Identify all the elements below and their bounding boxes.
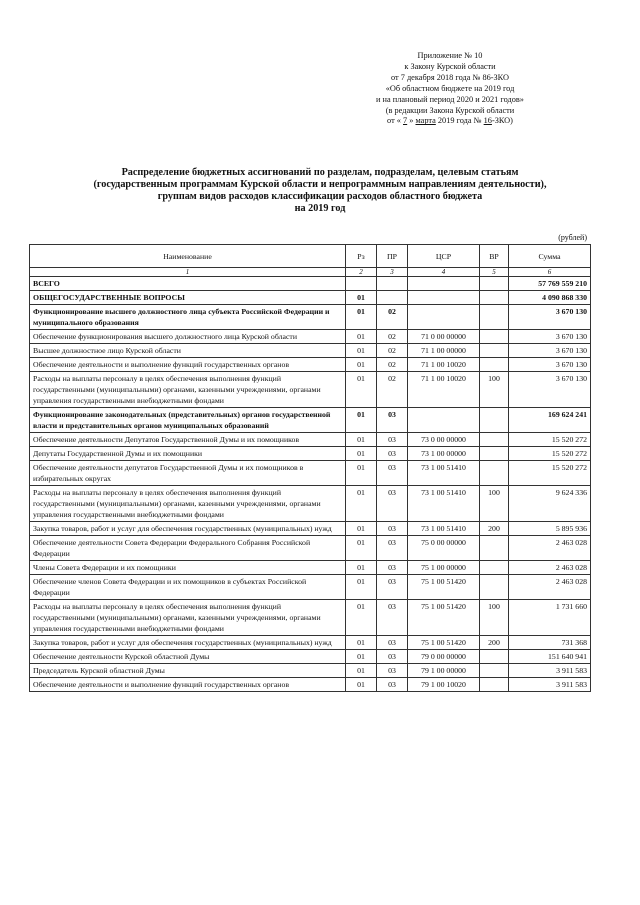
pr-cell: 02: [377, 330, 408, 344]
pr-cell: 03: [377, 575, 408, 600]
table-row: [30, 600, 591, 636]
table-row: [30, 291, 591, 305]
pr-cell: 03: [377, 600, 408, 636]
table-row: [30, 678, 591, 692]
table-row: [30, 344, 591, 358]
sum-cell: 3 670 130: [509, 330, 591, 344]
column-number-row: [30, 268, 591, 277]
csr-cell: 79 0 00 00000: [408, 650, 480, 664]
name-cell: Расходы на выплаты персоналу в целях обеспечения выполнения функций государственными (муниципальными) органами, казенными учреждениями, органами управления государственными внебюджетными фондами: [30, 486, 346, 522]
vr-cell: [480, 291, 509, 305]
col-number: 5: [480, 268, 509, 277]
csr-cell: 79 1 00 00000: [408, 664, 480, 678]
table-row: [30, 522, 591, 536]
rz-cell: 01: [346, 461, 377, 486]
rz-cell: 01: [346, 636, 377, 650]
vr-cell: [480, 408, 509, 433]
document-title: [30, 167, 610, 215]
pr-cell: 03: [377, 522, 408, 536]
appendix-line: Приложение № 10: [417, 51, 483, 60]
pr-cell: 02: [377, 305, 408, 330]
table-row: [30, 536, 591, 561]
vr-cell: [480, 433, 509, 447]
amendment-prefix: от «: [387, 116, 401, 126]
csr-cell: 71 0 00 00000: [408, 330, 480, 344]
table-row: [30, 305, 591, 330]
header-name: Наименование: [30, 245, 346, 268]
appendix-header: [330, 51, 570, 127]
name-cell: Расходы на выплаты персоналу в целях обеспечения выполнения функций государственными (муниципальными) органами, казенными учреждениями, органами управления государственными внебюджетными фондами: [30, 372, 346, 408]
vr-cell: [480, 536, 509, 561]
table-row: [30, 277, 591, 291]
sum-cell: 3 670 130: [509, 305, 591, 330]
name-cell: Обеспечение функционирования высшего должностного лица Курской области: [30, 330, 346, 344]
pr-cell: 03: [377, 461, 408, 486]
pr-cell: 03: [377, 408, 408, 433]
pr-cell: 03: [377, 536, 408, 561]
sum-cell: 9 624 336: [509, 486, 591, 522]
amendment-mid1: »: [409, 116, 414, 126]
name-cell: Депутаты Государственной Думы и их помощники: [30, 447, 346, 461]
csr-cell: [408, 277, 480, 291]
header-row: [30, 245, 591, 268]
amendment-number: 16: [483, 116, 492, 126]
rz-cell: 01: [346, 408, 377, 433]
header-csr: ЦСР: [408, 245, 480, 268]
name-cell: Обеспечение деятельности депутатов Государственной Думы и их помощников в избирательных округах: [30, 461, 346, 486]
csr-cell: 75 0 00 00000: [408, 536, 480, 561]
rz-cell: 01: [346, 305, 377, 330]
sum-cell: 15 520 272: [509, 447, 591, 461]
sum-cell: 2 463 028: [509, 575, 591, 600]
csr-cell: [408, 291, 480, 305]
vr-cell: [480, 575, 509, 600]
csr-cell: 75 1 00 00000: [408, 561, 480, 575]
rz-cell: [346, 277, 377, 291]
csr-cell: [408, 408, 480, 433]
sum-cell: 1 731 660: [509, 600, 591, 636]
appendix-amendment-line: [330, 116, 570, 127]
sum-cell: 57 769 559 210: [509, 277, 591, 291]
vr-cell: [480, 650, 509, 664]
vr-cell: [480, 678, 509, 692]
rz-cell: 01: [346, 344, 377, 358]
csr-cell: 73 1 00 51410: [408, 522, 480, 536]
vr-cell: [480, 358, 509, 372]
csr-cell: 75 1 00 51420: [408, 600, 480, 636]
name-cell: Обеспечение деятельности и выполнение функций государственных органов: [30, 358, 346, 372]
title-line: (государственным программам Курской области и непрограммным направлениям деятельности),: [93, 179, 547, 190]
csr-cell: 75 1 00 51420: [408, 636, 480, 650]
rz-cell: 01: [346, 330, 377, 344]
pr-cell: 03: [377, 664, 408, 678]
pr-cell: 03: [377, 678, 408, 692]
csr-cell: 71 1 00 10020: [408, 372, 480, 408]
title-line: группам видов расходов классификации расходов областного бюджета: [157, 191, 483, 202]
name-cell: Высшее должностное лицо Курской области: [30, 344, 346, 358]
pr-cell: 03: [377, 650, 408, 664]
rz-cell: 01: [346, 536, 377, 561]
vr-cell: [480, 330, 509, 344]
csr-cell: 71 1 00 00000: [408, 344, 480, 358]
csr-cell: 79 1 00 10020: [408, 678, 480, 692]
sum-cell: 5 895 936: [509, 522, 591, 536]
vr-cell: 100: [480, 600, 509, 636]
col-number: 4: [408, 268, 480, 277]
appendix-line: «Об областном бюджете на 2019 год: [385, 83, 515, 93]
rz-cell: 01: [346, 486, 377, 522]
sum-cell: 3 670 130: [509, 358, 591, 372]
table-row: [30, 486, 591, 522]
appendix-line: от 7 декабря 2018 года № 86-ЗКО: [391, 72, 509, 82]
sum-cell: 2 463 028: [509, 561, 591, 575]
name-cell: ВСЕГО: [30, 277, 346, 291]
name-cell: Председатель Курской областной Думы: [30, 664, 346, 678]
vr-cell: [480, 344, 509, 358]
amendment-day: 7: [403, 116, 408, 126]
rz-cell: 01: [346, 522, 377, 536]
name-cell: Функционирование законодательных (представительных) органов государственной власти и представительных органов муниципальных образований: [30, 408, 346, 433]
sum-cell: 151 640 941: [509, 650, 591, 664]
sum-cell: 4 090 868 330: [509, 291, 591, 305]
sum-cell: 15 520 272: [509, 461, 591, 486]
name-cell: Обеспечение деятельности Депутатов Государственной Думы и их помощников: [30, 433, 346, 447]
rz-cell: 01: [346, 600, 377, 636]
table-row: [30, 372, 591, 408]
vr-cell: [480, 561, 509, 575]
name-cell: Расходы на выплаты персоналу в целях обеспечения выполнения функций государственными (муниципальными) органами, казенными учреждениями, органами управления государственными внебюджетными фондами: [30, 600, 346, 636]
table-row: [30, 461, 591, 486]
table-row: [30, 330, 591, 344]
csr-cell: 73 0 00 00000: [408, 433, 480, 447]
vr-cell: [480, 461, 509, 486]
pr-cell: 03: [377, 636, 408, 650]
sum-cell: 15 520 272: [509, 433, 591, 447]
rz-cell: 01: [346, 291, 377, 305]
name-cell: Обеспечение деятельности Курской областной Думы: [30, 650, 346, 664]
appendix-line: и на плановый период 2020 и 2021 годов»: [376, 94, 524, 104]
header-pr: ПР: [377, 245, 408, 268]
rz-cell: 01: [346, 433, 377, 447]
rz-cell: 01: [346, 664, 377, 678]
table-row: [30, 358, 591, 372]
amendment-month: марта: [415, 116, 436, 126]
name-cell: Закупка товаров, работ и услуг для обеспечения государственных (муниципальных) нужд: [30, 522, 346, 536]
budget-table: [29, 244, 591, 692]
sum-cell: 3 911 583: [509, 664, 591, 678]
csr-cell: [408, 305, 480, 330]
vr-cell: [480, 277, 509, 291]
table-row: [30, 636, 591, 650]
col-number: 6: [509, 268, 591, 277]
table-row: [30, 575, 591, 600]
table-row: [30, 664, 591, 678]
header-sum: Сумма: [509, 245, 591, 268]
appendix-line: к Закону Курской области: [404, 61, 496, 71]
table-row: [30, 408, 591, 433]
title-line: на 2019 год: [294, 203, 346, 214]
col-number: 3: [377, 268, 408, 277]
pr-cell: 02: [377, 358, 408, 372]
vr-cell: [480, 305, 509, 330]
csr-cell: 71 1 00 10020: [408, 358, 480, 372]
name-cell: Обеспечение членов Совета Федерации и их помощников в субъектах Российской Федерации: [30, 575, 346, 600]
title-line: Распределение бюджетных ассигнований по разделам, подразделам, целевым статьям: [121, 167, 519, 178]
appendix-line: (в редакции Закона Курской области: [385, 105, 515, 115]
col-number: 2: [346, 268, 377, 277]
pr-cell: [377, 291, 408, 305]
sum-cell: 3 670 130: [509, 344, 591, 358]
vr-cell: 100: [480, 372, 509, 408]
csr-cell: 73 1 00 51410: [408, 486, 480, 522]
vr-cell: 200: [480, 636, 509, 650]
name-cell: Обеспечение деятельности и выполнение функций государственных органов: [30, 678, 346, 692]
csr-cell: 75 1 00 51420: [408, 575, 480, 600]
name-cell: Обеспечение деятельности Совета Федерации Федерального Собрания Российской Федерации: [30, 536, 346, 561]
name-cell: ОБЩЕГОСУДАРСТВЕННЫЕ ВОПРОСЫ: [30, 291, 346, 305]
name-cell: Члены Совета Федерации и их помощники: [30, 561, 346, 575]
pr-cell: 03: [377, 561, 408, 575]
rz-cell: 01: [346, 372, 377, 408]
header-rz: Рз: [346, 245, 377, 268]
pr-cell: [377, 277, 408, 291]
table-row: [30, 650, 591, 664]
csr-cell: 73 1 00 00000: [408, 447, 480, 461]
table-row: [30, 433, 591, 447]
sum-cell: 169 624 241: [509, 408, 591, 433]
pr-cell: 03: [377, 447, 408, 461]
sum-cell: 3 911 583: [509, 678, 591, 692]
pr-cell: 03: [377, 433, 408, 447]
col-number: 1: [30, 268, 346, 277]
pr-cell: 02: [377, 372, 408, 408]
table-row: [30, 561, 591, 575]
vr-cell: 200: [480, 522, 509, 536]
units-label: (рублей): [558, 233, 587, 242]
rz-cell: 01: [346, 447, 377, 461]
rz-cell: 01: [346, 678, 377, 692]
rz-cell: 01: [346, 575, 377, 600]
name-cell: Закупка товаров, работ и услуг для обеспечения государственных (муниципальных) нужд: [30, 636, 346, 650]
pr-cell: 02: [377, 344, 408, 358]
rz-cell: 01: [346, 561, 377, 575]
sum-cell: 731 368: [509, 636, 591, 650]
name-cell: Функционирование высшего должностного лица субъекта Российской Федерации и муниципального образования: [30, 305, 346, 330]
vr-cell: 100: [480, 486, 509, 522]
pr-cell: 03: [377, 486, 408, 522]
amendment-suffix: -ЗКО): [491, 116, 513, 126]
vr-cell: [480, 664, 509, 678]
table-row: [30, 447, 591, 461]
sum-cell: 2 463 028: [509, 536, 591, 561]
sum-cell: 3 670 130: [509, 372, 591, 408]
vr-cell: [480, 447, 509, 461]
rz-cell: 01: [346, 650, 377, 664]
csr-cell: 73 1 00 51410: [408, 461, 480, 486]
header-vr: ВР: [480, 245, 509, 268]
rz-cell: 01: [346, 358, 377, 372]
amendment-mid2: 2019 года №: [437, 116, 482, 126]
